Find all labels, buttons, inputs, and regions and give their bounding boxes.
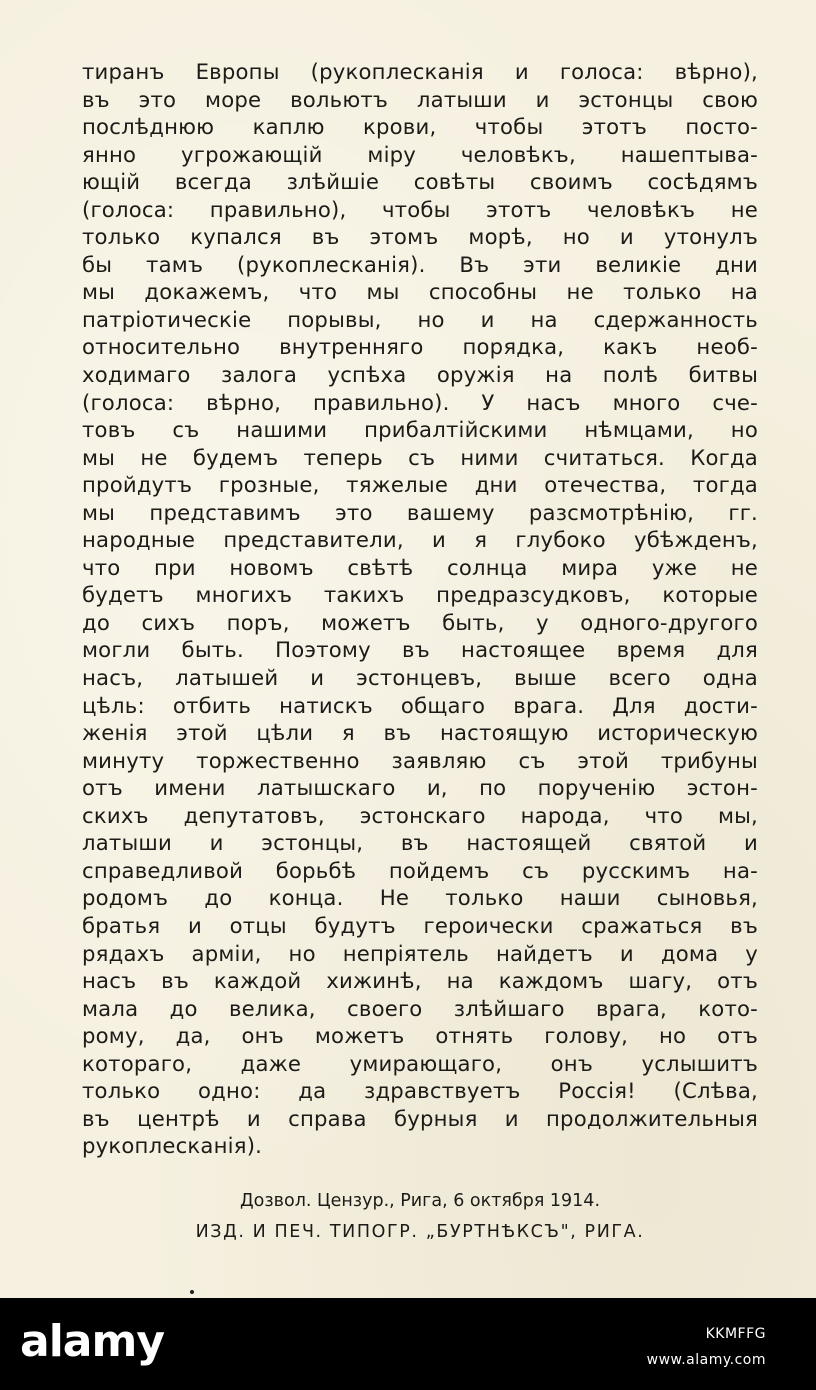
text-line: справедливой борьбѣ пойдемъ съ русскимъ на- [82, 857, 758, 883]
text-line: цѣль: отбить натискъ общаго врага. Для дости- [82, 692, 758, 718]
text-line: янно угрожающій міру человѣкъ, нашептыва- [82, 141, 758, 167]
printer-imprint: ИЗД. И ПЕЧ. ТИПОГР. „БУРТНѢКСЪ", РИГА. [195, 1222, 645, 1242]
text-line: (голоса: вѣрно, правильно). У насъ много сче- [82, 389, 758, 415]
text-line: тиранъ Европы (рукоплесканія и голоса: вѣрно), [82, 59, 758, 84]
text-line: насъ, латышей и эстонцевъ, выше всего одна [82, 665, 758, 691]
text-line: патріотическіе порывы, но и на сдержанность [82, 306, 758, 332]
text-line: послѣднюю каплю крови, чтобы этотъ посто- [82, 114, 758, 140]
text-line: мы не будемъ теперь съ ними считаться. Когда [82, 444, 758, 470]
text-line: братья и отцы будутъ героически сражаться въ [82, 912, 758, 938]
text-line: минуту торжественно заявляю съ этой трибуны [82, 747, 758, 773]
text-line: товъ съ нашими прибалтійскими нѣмцами, но [82, 417, 758, 443]
text-line: могли быть. Поэтому въ настоящее время для [82, 637, 758, 663]
text-line: пройдутъ грозные, тяжелые дни отечества, тогда [82, 472, 758, 498]
censorship-note: Дозвол. Цензур., Рига, 6 октября 1914. [239, 1191, 601, 1211]
text-line: бы тамъ (рукоплесканія). Въ эти великіе дни [82, 251, 758, 277]
text-line: мы представимъ это вашему разсмотрѣнію, гг. [82, 499, 758, 525]
watermark-band [0, 1298, 816, 1390]
text-line: ходимаго залога успѣха оружія на полѣ битвы [82, 362, 758, 388]
text-line: рому, да, онъ можетъ отнять голову, но отъ [82, 1023, 758, 1049]
text-line: рядахъ арміи, но непріятель найдетъ и дома у [82, 940, 758, 966]
watermark-url: www.alamy.com [646, 1352, 766, 1368]
text-line: женія этой цѣли я въ настоящую историческую [82, 720, 758, 746]
text-line: народные представители, и я глубоко убѣжденъ, [82, 527, 758, 553]
speech-text [82, 58, 758, 1160]
image-id: KKMFFG [705, 1326, 766, 1342]
text-line: отъ имени латышскаго и, по порученію эстон- [82, 775, 758, 801]
text-line: относительно внутренняго порядка, какъ необ- [82, 334, 758, 360]
ink-speck [190, 1290, 194, 1294]
text-line: насъ въ каждой хижинѣ, на каждомъ шагу, отъ [82, 968, 758, 994]
alamy-logo: alamy [20, 1316, 164, 1367]
text-line: (голоса: правильно), чтобы этотъ человѣкъ не [82, 196, 758, 222]
text-line: только одно: да здравствуетъ Россія! (Слѣва, [82, 1078, 758, 1104]
text-line: до сихъ поръ, можетъ быть, у одного-другого [82, 609, 758, 635]
text-line: родомъ до конца. Не только наши сыновья, [82, 885, 758, 911]
text-line: мы докажемъ, что мы способны не только на [82, 279, 758, 305]
text-line: что при новомъ свѣтѣ солнца мира уже не [82, 554, 758, 580]
text-line: рукоплесканія). [82, 1133, 263, 1159]
text-line: только купался въ этомъ морѣ, но и утонулъ [82, 224, 758, 250]
text-line: будетъ многихъ такихъ предразсудковъ, которые [82, 582, 758, 608]
text-line: въ центрѣ и справа бурныя и продолжительныя [82, 1105, 758, 1131]
text-line: ющій всегда злѣйшіе совѣты своимъ сосѣдямъ [82, 169, 758, 195]
text-line: латыши и эстонцы, въ настоящей святой и [82, 830, 758, 856]
text-line: скихъ депутатовъ, эстонскаго народа, что мы, [82, 802, 758, 828]
text-line: въ это море вольютъ латыши и эстонцы свою [82, 86, 758, 112]
text-line: мала до велика, своего злѣйшаго врага, кото- [82, 995, 758, 1021]
text-line: котораго, даже умирающаго, онъ услышитъ [82, 1050, 758, 1076]
